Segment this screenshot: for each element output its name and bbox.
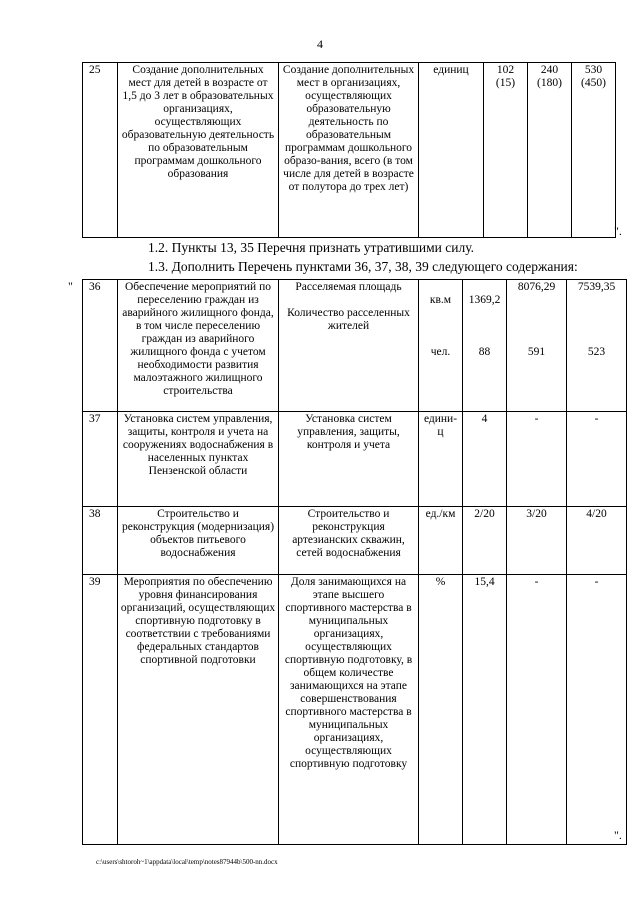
value-cell: - bbox=[507, 575, 567, 845]
value-cell: 530 (450) bbox=[572, 63, 616, 238]
indicator-cell bbox=[279, 280, 419, 412]
closing-quote: ". bbox=[614, 828, 622, 842]
indicator-cell: Строительство и реконструкция артезианских скважин, сетей водоснабжения bbox=[279, 507, 419, 575]
table-row-38 bbox=[83, 507, 627, 575]
unit-area: кв.м bbox=[429, 294, 452, 306]
indicator-residents: Количество расселенных жителей bbox=[287, 307, 410, 332]
unit-cell: едини-ц bbox=[419, 412, 463, 507]
value-cell: - bbox=[567, 575, 627, 845]
paragraph-1-3: 1.3. Дополнить Перечень пунктами 36, 37, 38, 39 следующего содержания: bbox=[148, 259, 578, 274]
table-row-39 bbox=[83, 575, 627, 845]
table-top bbox=[82, 62, 616, 238]
event-cell: Обеспечение мероприятий по переселению граждан из аварийного жилищного фонда, в том числе переселению граждан из аварийного жилищного фонда с учетом необходимости развития малоэтажного жилищного строительства bbox=[118, 280, 279, 412]
table-row-25 bbox=[83, 63, 616, 238]
event-cell: Мероприятия по обеспечению уровня финансирования организаций, осуществляющих спортивную подготовку в соответствии с требованиями федеральных стандартов спортивной подготовки bbox=[118, 575, 279, 845]
row-number: 37 bbox=[83, 412, 118, 507]
event-cell: Создание дополнительных мест для детей в возрасте от 1,5 до 3 лет в образовательных организациях, осуществляющих образовательную деятельность по образовательным программам дошкольного образования bbox=[118, 63, 279, 238]
value-area: 7539,35 bbox=[577, 281, 616, 293]
page-number: 4 bbox=[317, 37, 323, 51]
value-residents: 591 bbox=[527, 346, 546, 358]
unit-cell: единиц bbox=[419, 63, 484, 238]
unit-residents: чел. bbox=[430, 346, 451, 358]
unit-cell: ед./км bbox=[419, 507, 463, 575]
event-cell: Строительство и реконструкция (модернизация) объектов питьевого водоснабжения bbox=[118, 507, 279, 575]
value-cell: - bbox=[507, 412, 567, 507]
opening-quote: " bbox=[68, 279, 73, 293]
value-cell bbox=[507, 280, 567, 412]
value-area: 1369,2 bbox=[468, 294, 501, 306]
value-residents: 523 bbox=[587, 346, 606, 358]
value-cell: 2/20 bbox=[463, 507, 507, 575]
indicator-area: Расселяемая площадь bbox=[295, 281, 402, 293]
indicator-cell: Доля занимающихся на этапе высшего спортивного мастерства в муниципальных организациях, осуществляющих спортивную подготовку, в общем количестве занимающихся на этапе совершенствования спортивного мастерства в муниципальных организациях, осуществляющих спортивную подготовку bbox=[279, 575, 419, 845]
row-number: 36 bbox=[83, 280, 118, 412]
unit-cell bbox=[419, 280, 463, 412]
value-cell: 4/20 bbox=[567, 507, 627, 575]
value-cell: 4 bbox=[463, 412, 507, 507]
value-cell: 15,4 bbox=[463, 575, 507, 845]
table-row-36 bbox=[83, 280, 627, 412]
paragraph-1-2: 1.2. Пункты 13, 35 Перечня признать утратившими силу. bbox=[148, 240, 474, 255]
unit-cell: % bbox=[419, 575, 463, 845]
value-cell bbox=[463, 280, 507, 412]
footer-file-path: c:\users\shtoroh~1\appdata\local\temp\notes87944b\500-nn.docx bbox=[96, 858, 278, 866]
table-row-37 bbox=[83, 412, 627, 507]
value-cell bbox=[567, 280, 627, 412]
row-number: 25 bbox=[83, 63, 118, 238]
value-cell: 3/20 bbox=[507, 507, 567, 575]
value-residents: 88 bbox=[478, 346, 491, 358]
value-cell: - bbox=[567, 412, 627, 507]
value-area: 8076,29 bbox=[517, 281, 556, 293]
value-cell: 102 (15) bbox=[484, 63, 528, 238]
event-cell: Установка систем управления, защиты, контроля и учета на сооружениях водоснабжения в населенных пунктах Пензенской области bbox=[118, 412, 279, 507]
row-number: 39 bbox=[83, 575, 118, 845]
value-cell: 240 (180) bbox=[528, 63, 572, 238]
closing-quote: ". bbox=[614, 224, 622, 238]
indicator-cell: Создание дополнительных мест в организациях, осуществляющих образовательную деятельность по образовательным программам дошкольного образо-вания, всего (в том числе для детей в возрасте от полутора до трех лет) bbox=[279, 63, 419, 238]
row-number: 38 bbox=[83, 507, 118, 575]
table-bottom bbox=[82, 279, 627, 845]
indicator-cell: Установка систем управления, защиты, контроля и учета bbox=[279, 412, 419, 507]
